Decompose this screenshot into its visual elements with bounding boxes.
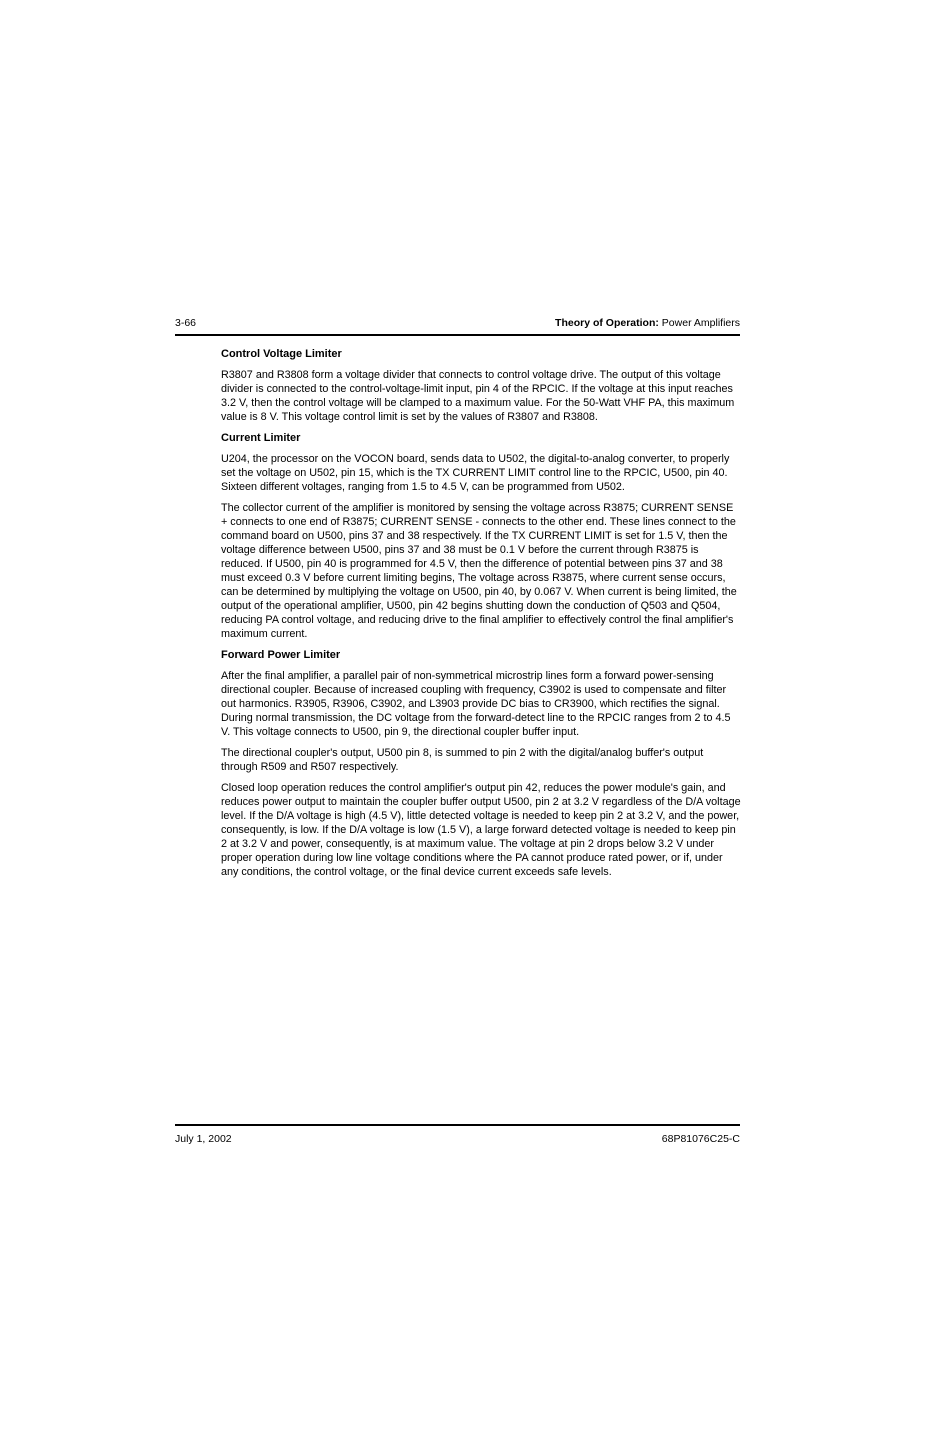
footer-date: July 1, 2002	[175, 1133, 232, 1145]
running-title-subsection: Power Amplifiers	[658, 317, 740, 329]
running-title-section: Theory of Operation:	[555, 317, 659, 329]
page-footer	[175, 1132, 740, 1146]
page-number: 3-66	[175, 317, 197, 329]
paragraph: The collector current of the amplifier is monitored by sensing the voltage across R3875; CURRENT SENSE + connects to one end of R3875; CURRENT SENSE - connects to the other end. These lines connect to the command board on U500, pins 37 and 38 respectively. If the TX CURRENT LIMIT is set for 1.5 V, then the voltage difference between U500, pins 37 and 38 must be 0.1 V before the current through R3875 is reduced. If U500, pin 40 is programmed for 4.5 V, then the difference of potential between pins 37 and 38 must exceed 0.3 V before current limiting begins, The voltage across R3875, where current sense occurs, can be determined by multiplying the voltage on U500, pin 40, by 0.067 V. When current is being limited, the output of the operational amplifier, U500, pin 42 begins shutting down the conduction of Q503 and Q504, reducing PA control voltage, and reducing drive to the final amplifier to effectively control the final amplifier's maximum current.	[221, 502, 737, 640]
section-heading: Forward Power Limiter	[221, 649, 341, 661]
paragraph: After the final amplifier, a parallel pair of non-symmetrical microstrip lines form a forward power-sensing directional coupler. Because of increased coupling with frequency, C3902 is used to compensate and filter out harmonics. R3905, R3906, C3902, and L3903 provide DC bias to CR3900, which rectifies the signal. During normal transmission, the DC voltage from the forward-detect line to the RPCIC ranges from 2 to 4.5 V. This voltage connects to U500, pin 9, the directional coupler buffer input.	[221, 670, 731, 738]
paragraph: Closed loop operation reduces the control amplifier's output pin 42, reduces the power module's gain, and reduces power output to maintain the coupler buffer output U500, pin 2 at 3.2 V regardless of the D/A voltage level. If the D/A voltage is high (4.5 V), little detected voltage is needed to keep pin 2 at 3.2 V, and the power, consequently, is low. If the D/A voltage is low (1.5 V), a large forward detected voltage is needed to keep pin 2 at 3.2 V and power, consequently, is at maximum value. The voltage at pin 2 drops below 3.2 V under proper operation during low line voltage conditions where the PA cannot produce rated power, or if, under any conditions, the control voltage, or the final device current exceeds safe levels.	[221, 782, 741, 878]
section-heading: Control Voltage Limiter	[221, 348, 342, 360]
running-title	[555, 316, 740, 330]
paragraph: R3807 and R3808 form a voltage divider that connects to control voltage drive. The output of this voltage divider is connected to the control-voltage-limit input, pin 4 of the RPCIC. If the voltage at this input reaches 3.2 V, then the control voltage will be clamped to a maximum value. For the 50-Watt VHF PA, this maximum value is 8 V. This voltage control limit is set by the values of R3807 and R3808.	[221, 369, 735, 423]
paragraph: The directional coupler's output, U500 pin 8, is summed to pin 2 with the digital/analog buffer's output through R509 and R507 respectively.	[221, 747, 704, 773]
footer-rule	[175, 1124, 740, 1126]
main-content	[221, 347, 741, 886]
section-heading: Current Limiter	[221, 432, 301, 444]
page-header	[175, 316, 740, 330]
header-rule	[175, 334, 740, 336]
paragraph: U204, the processor on the VOCON board, sends data to U502, the digital-to-analog converter, to properly set the voltage on U502, pin 15, which is the TX CURRENT LIMIT control line to the RPCIC, U500, pin 40. Sixteen different voltages, ranging from 1.5 to 4.5 V, can be programmed from U502.	[221, 453, 730, 493]
document-number: 68P81076C25-C	[661, 1133, 740, 1145]
